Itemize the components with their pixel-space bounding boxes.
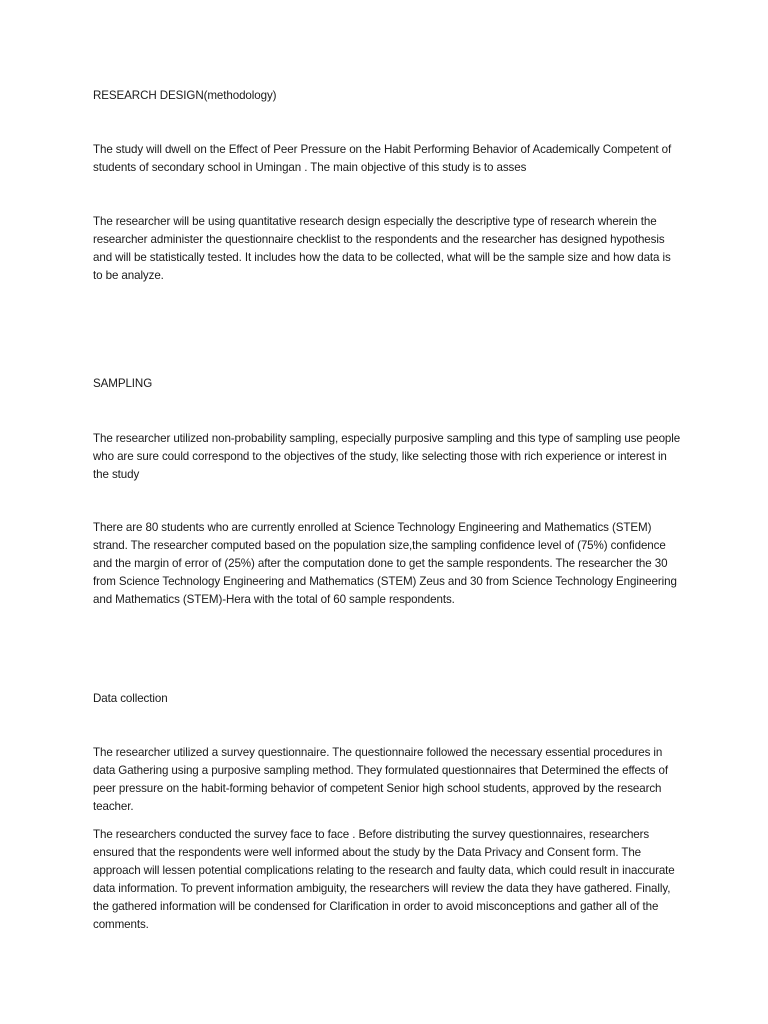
paragraph-study-objective: The study will dwell on the Effect of Peer Pressure on the Habit Performing Behavior of Academically Competent of students of secondary school in Umingan . The main objective of this study is to asses xyxy=(93,143,672,174)
paragraph-survey-questionnaire: The researcher utilized a survey questionnaire. The questionnaire followed the necessary essential procedures in data Gathering using a purposive sampling method. They formulated questionnaires that Determined the effects of peer pressure on the habit-forming behavior of competent Senior high school students, approved by the research teacher. xyxy=(93,746,668,813)
heading-sampling: SAMPLING xyxy=(93,377,153,390)
heading-research-design: RESEARCH DESIGN(methodology) xyxy=(93,89,277,102)
paragraph-survey-procedure: The researchers conducted the survey face to face . Before distributing the survey questionnaires, researchers ensured that the respondents were well informed about the study by the Data Privacy and Consent form. The approach will lessen potential complications relating to the research and faulty data, which could result in inaccurate data information. To prevent information ambiguity, the researchers will review the data they have gathered. Finally, the gathered information will be condensed for Clarification in order to avoid misconceptions and gather all of the comments. xyxy=(93,828,675,931)
paragraph-sampling-method: The researcher utilized non-probability sampling, especially purposive sampling and this type of sampling use people who are sure could correspond to the objectives of the study, like selecting those with rich experience or interest in the study xyxy=(93,432,681,481)
paragraph-research-design: The researcher will be using quantitative research design especially the descriptive type of research wherein the researcher administer the questionnaire checklist to the respondents and the researcher has designed hypothesis and will be statistically tested. It includes how the data to be collected, what will be the sample size and how data is to be analyze. xyxy=(93,215,671,282)
paragraph-sample-size: There are 80 students who are currently enrolled at Science Technology Engineering and Mathematics (STEM) strand. The researcher computed based on the population size,the sampling confidence level of (75%) confidence and the margin of error of (25%) after the computation done to get the sample respondents. The researcher the 30 from Science Technology Engineering and Mathematics (STEM) Zeus and 30 from Science Technology Engineering and Mathematics (STEM)-Hera with the total of 60 sample respondents. xyxy=(93,521,677,606)
heading-data-collection: Data collection xyxy=(93,692,168,705)
